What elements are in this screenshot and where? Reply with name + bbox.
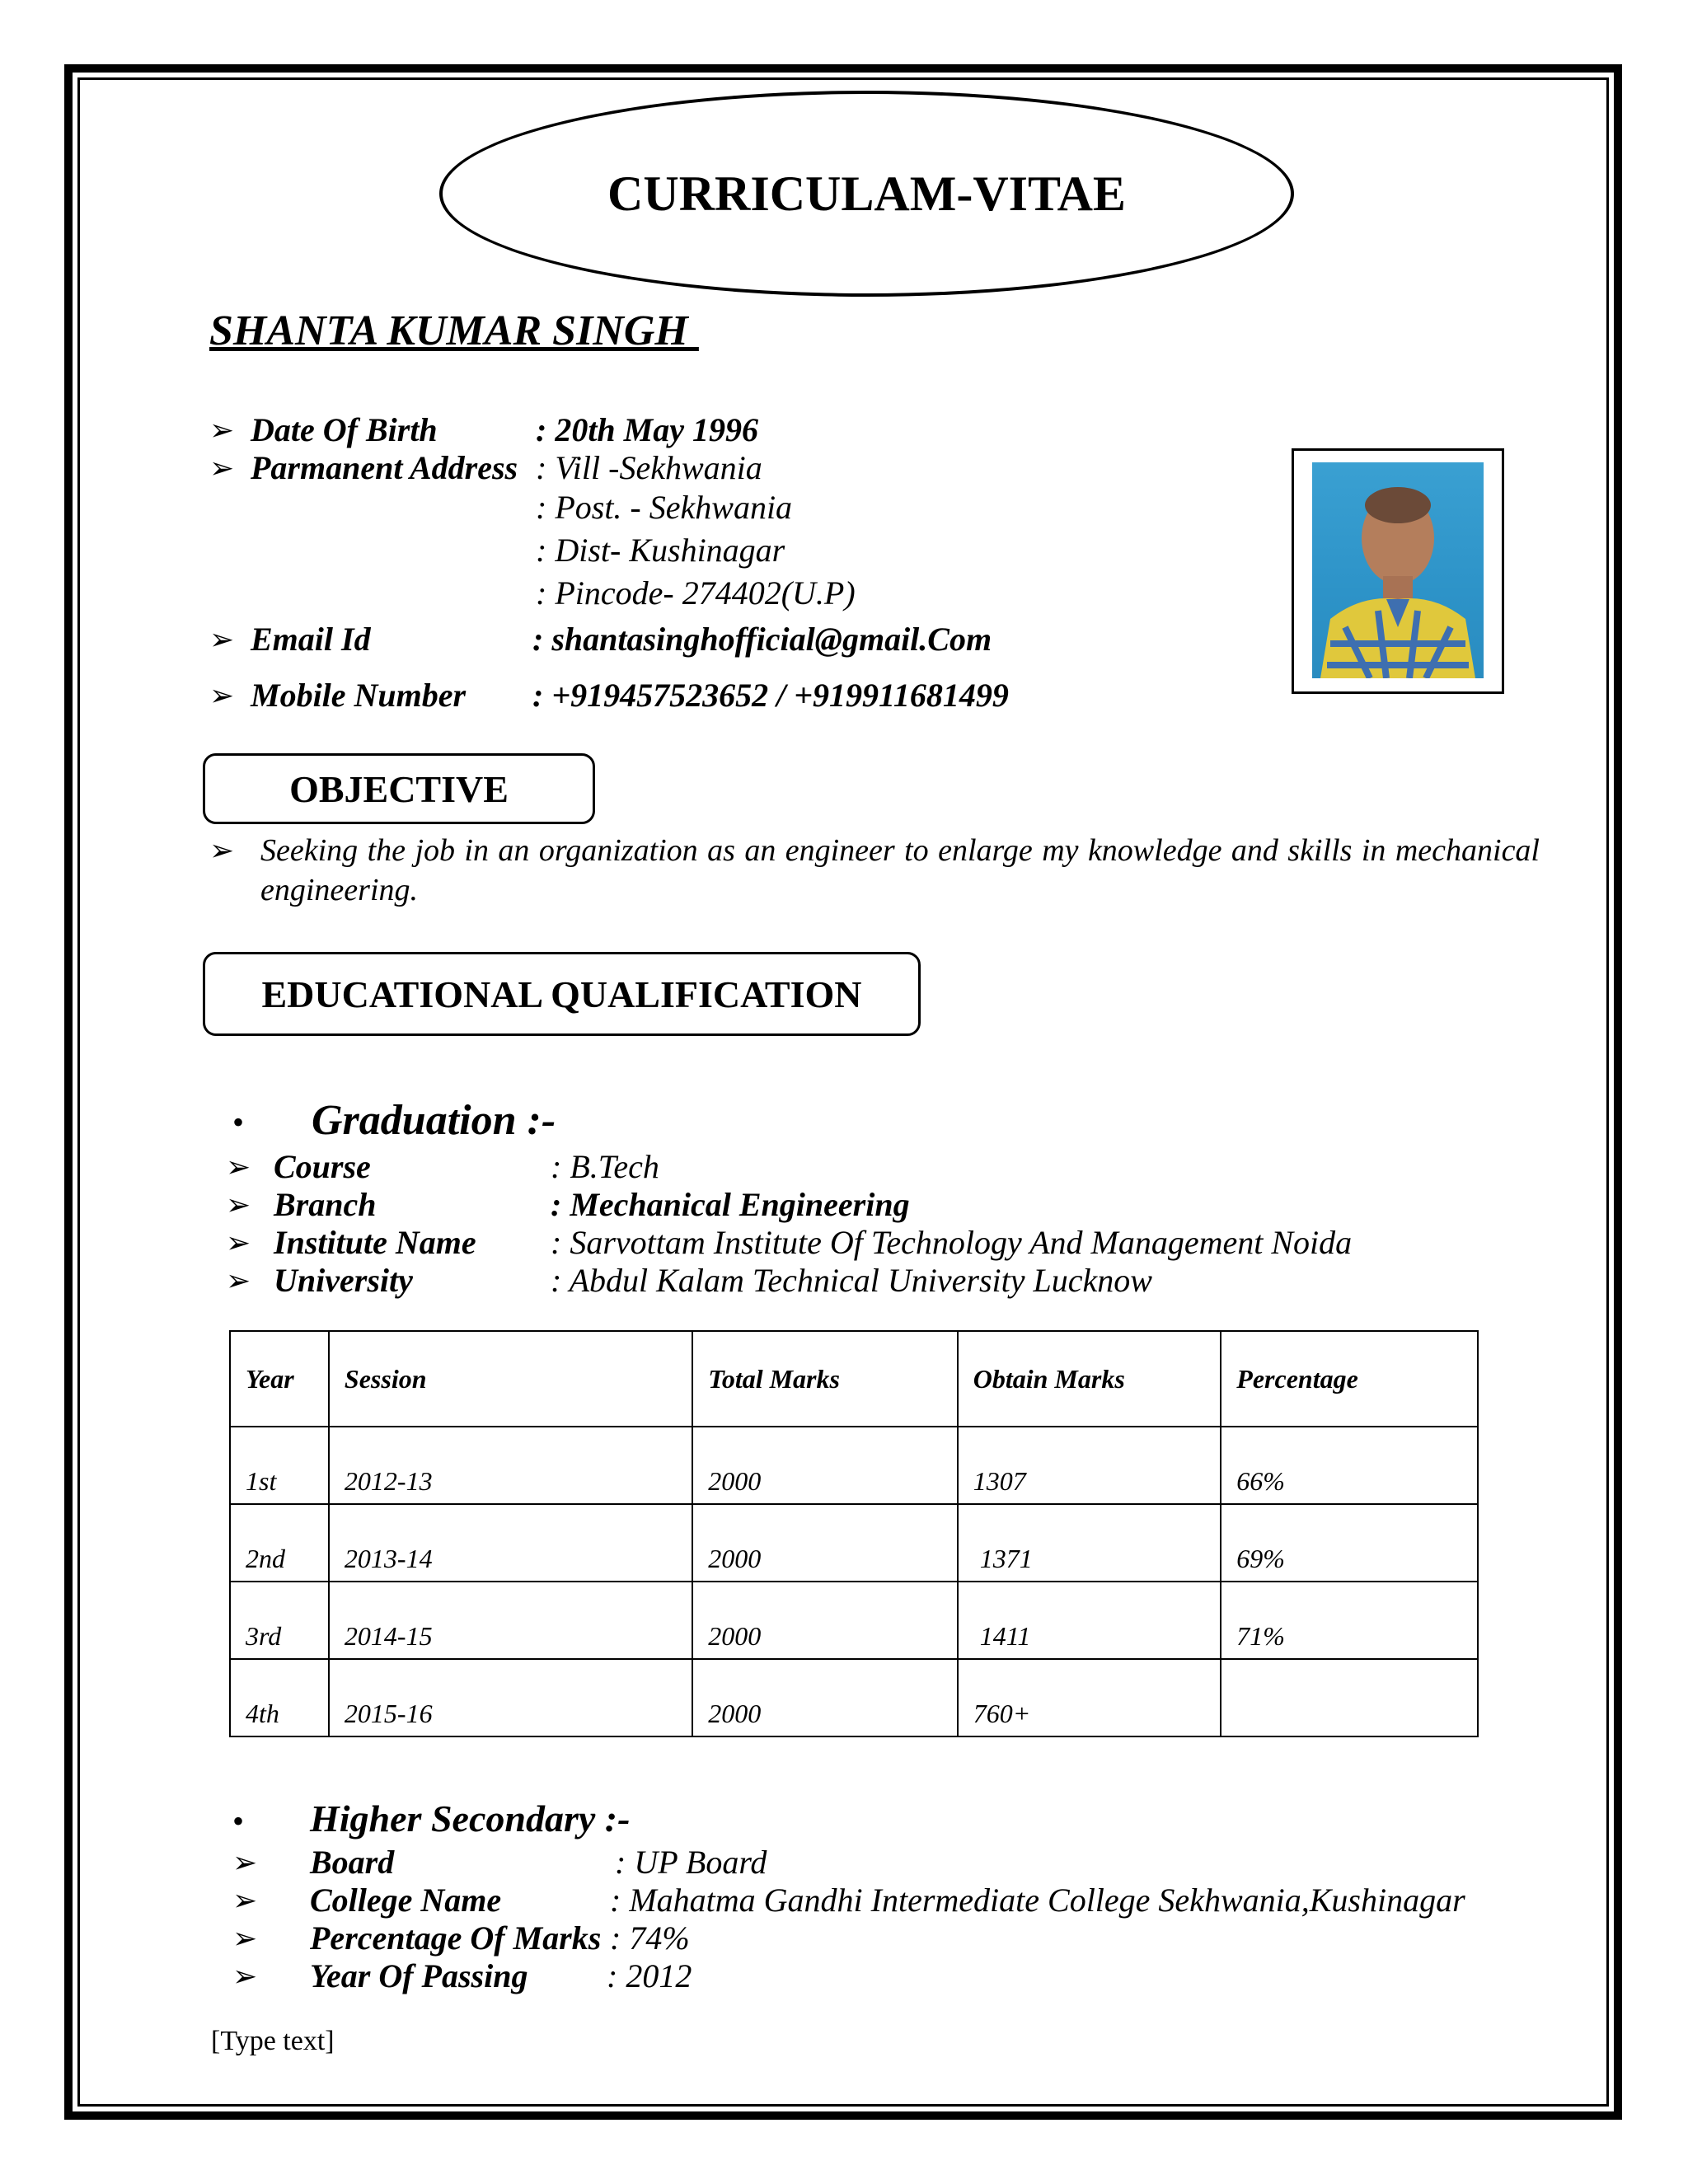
objective-heading: OBJECTIVE — [289, 767, 509, 810]
mobile-value: : +919457523652 / +919911681499 — [532, 677, 1009, 714]
education-heading-box — [203, 952, 921, 1036]
table-cell: 71% — [1221, 1582, 1478, 1659]
hs-item-label: Year Of Passing — [310, 1957, 528, 1994]
arrow-bullet-icon: ➢ — [232, 1846, 258, 1879]
person-silhouette-icon — [1312, 462, 1484, 678]
address-label: Parmanent Address — [251, 449, 518, 486]
table-cell: 2000 — [692, 1504, 958, 1582]
hs-item-label: Percentage Of Marks — [310, 1919, 602, 1957]
address-line: : Vill -Sekhwania — [536, 449, 762, 486]
table-header-cell: Total Marks — [692, 1331, 958, 1427]
education-heading: EDUCATIONAL QUALIFICATION — [261, 972, 862, 1015]
hs-item-value: : Mahatma Gandhi Intermediate College Sekhwania,Kushinagar — [610, 1882, 1465, 1919]
hs-item-value: : 74% — [610, 1919, 690, 1957]
table-row — [230, 1427, 1478, 1504]
address-line: : Dist- Kushinagar — [536, 532, 785, 569]
objective-heading-box — [203, 753, 595, 824]
hs-item-label: Board — [310, 1844, 395, 1881]
hs-item-value: : UP Board — [615, 1844, 767, 1881]
table-cell — [1221, 1659, 1478, 1736]
dot-bullet-icon: • — [232, 1802, 245, 1840]
graduation-item-label: Branch — [274, 1186, 377, 1223]
table-row — [230, 1659, 1478, 1736]
graduation-item-label: Course — [274, 1148, 371, 1185]
dot-bullet-icon: • — [232, 1104, 245, 1141]
graduation-item-label: Institute Name — [274, 1224, 476, 1261]
table-cell: 2000 — [692, 1582, 958, 1659]
email-value: : shantasinghofficial@gmail.Com — [532, 621, 992, 658]
table-cell: 66% — [1221, 1427, 1478, 1504]
arrow-bullet-icon: ➢ — [226, 1151, 251, 1183]
profile-photo-frame — [1292, 448, 1504, 694]
graduation-item-value: : Mechanical Engineering — [551, 1186, 910, 1223]
objective-text: Seeking the job in an organization as an engineer to enlarge my knowledge and skills in mechanical engineering. — [260, 833, 1540, 907]
graduation-heading: Graduation :- — [312, 1097, 556, 1144]
table-row — [230, 1504, 1478, 1582]
arrow-bullet-icon: ➢ — [209, 452, 235, 485]
arrow-bullet-icon: ➢ — [226, 1188, 251, 1221]
title-oval — [439, 91, 1294, 297]
arrow-bullet-icon: ➢ — [226, 1226, 251, 1259]
higher-secondary-heading: Higher Secondary :- — [310, 1797, 631, 1840]
arrow-bullet-icon: ➢ — [209, 414, 235, 447]
table-cell: 1371 — [958, 1504, 1221, 1582]
table-header-row — [230, 1331, 1478, 1427]
address-line: : Post. - Sekhwania — [536, 489, 793, 526]
footer-placeholder-text: [Type text] — [211, 2026, 335, 2056]
table-cell: 2015-16 — [329, 1659, 692, 1736]
table-cell: 1st — [230, 1427, 329, 1504]
hs-item-label: College Name — [310, 1882, 502, 1919]
page-border-inner — [77, 77, 1609, 2107]
address-line: : Pincode- 274402(U.P) — [536, 574, 856, 612]
table-row — [230, 1582, 1478, 1659]
table-cell: 2000 — [692, 1659, 958, 1736]
table-header-cell: Year — [230, 1331, 329, 1427]
table-cell: 2nd — [230, 1504, 329, 1582]
dob-label: Date Of Birth — [251, 411, 438, 448]
candidate-name: SHANTA KUMAR SINGH — [209, 307, 699, 354]
table-cell: 2013-14 — [329, 1504, 692, 1582]
table-cell: 2012-13 — [329, 1427, 692, 1504]
arrow-bullet-icon: ➢ — [209, 623, 235, 656]
arrow-bullet-icon: ➢ — [232, 1884, 258, 1917]
profile-photo — [1312, 462, 1484, 678]
graduation-item-label: University — [274, 1262, 413, 1299]
arrow-bullet-icon: ➢ — [209, 834, 235, 867]
marks-table — [229, 1330, 1479, 1737]
table-cell: 2014-15 — [329, 1582, 692, 1659]
email-label: Email Id — [251, 621, 371, 658]
dob-value: : 20th May 1996 — [536, 411, 758, 448]
table-header-cell: Obtain Marks — [958, 1331, 1221, 1427]
arrow-bullet-icon: ➢ — [209, 679, 235, 712]
mobile-label: Mobile Number — [251, 677, 467, 714]
graduation-item-value: : Abdul Kalam Technical University Lucknow — [551, 1262, 1152, 1299]
arrow-bullet-icon: ➢ — [232, 1922, 258, 1955]
arrow-bullet-icon: ➢ — [232, 1960, 258, 1993]
graduation-item-value: : Sarvottam Institute Of Technology And Management Noida — [551, 1224, 1353, 1261]
table-header-cell: Percentage — [1221, 1331, 1478, 1427]
table-cell: 1307 — [958, 1427, 1221, 1504]
table-header-cell: Session — [329, 1331, 692, 1427]
table-cell: 760+ — [958, 1659, 1221, 1736]
graduation-item-value: : B.Tech — [551, 1148, 659, 1185]
hs-item-value: : 2012 — [607, 1957, 692, 1994]
table-cell: 2000 — [692, 1427, 958, 1504]
table-cell: 4th — [230, 1659, 329, 1736]
page-title: CURRICULAM-VITAE — [607, 166, 1126, 221]
table-cell: 3rd — [230, 1582, 329, 1659]
arrow-bullet-icon: ➢ — [226, 1264, 251, 1297]
table-cell: 1411 — [958, 1582, 1221, 1659]
table-cell: 69% — [1221, 1504, 1478, 1582]
